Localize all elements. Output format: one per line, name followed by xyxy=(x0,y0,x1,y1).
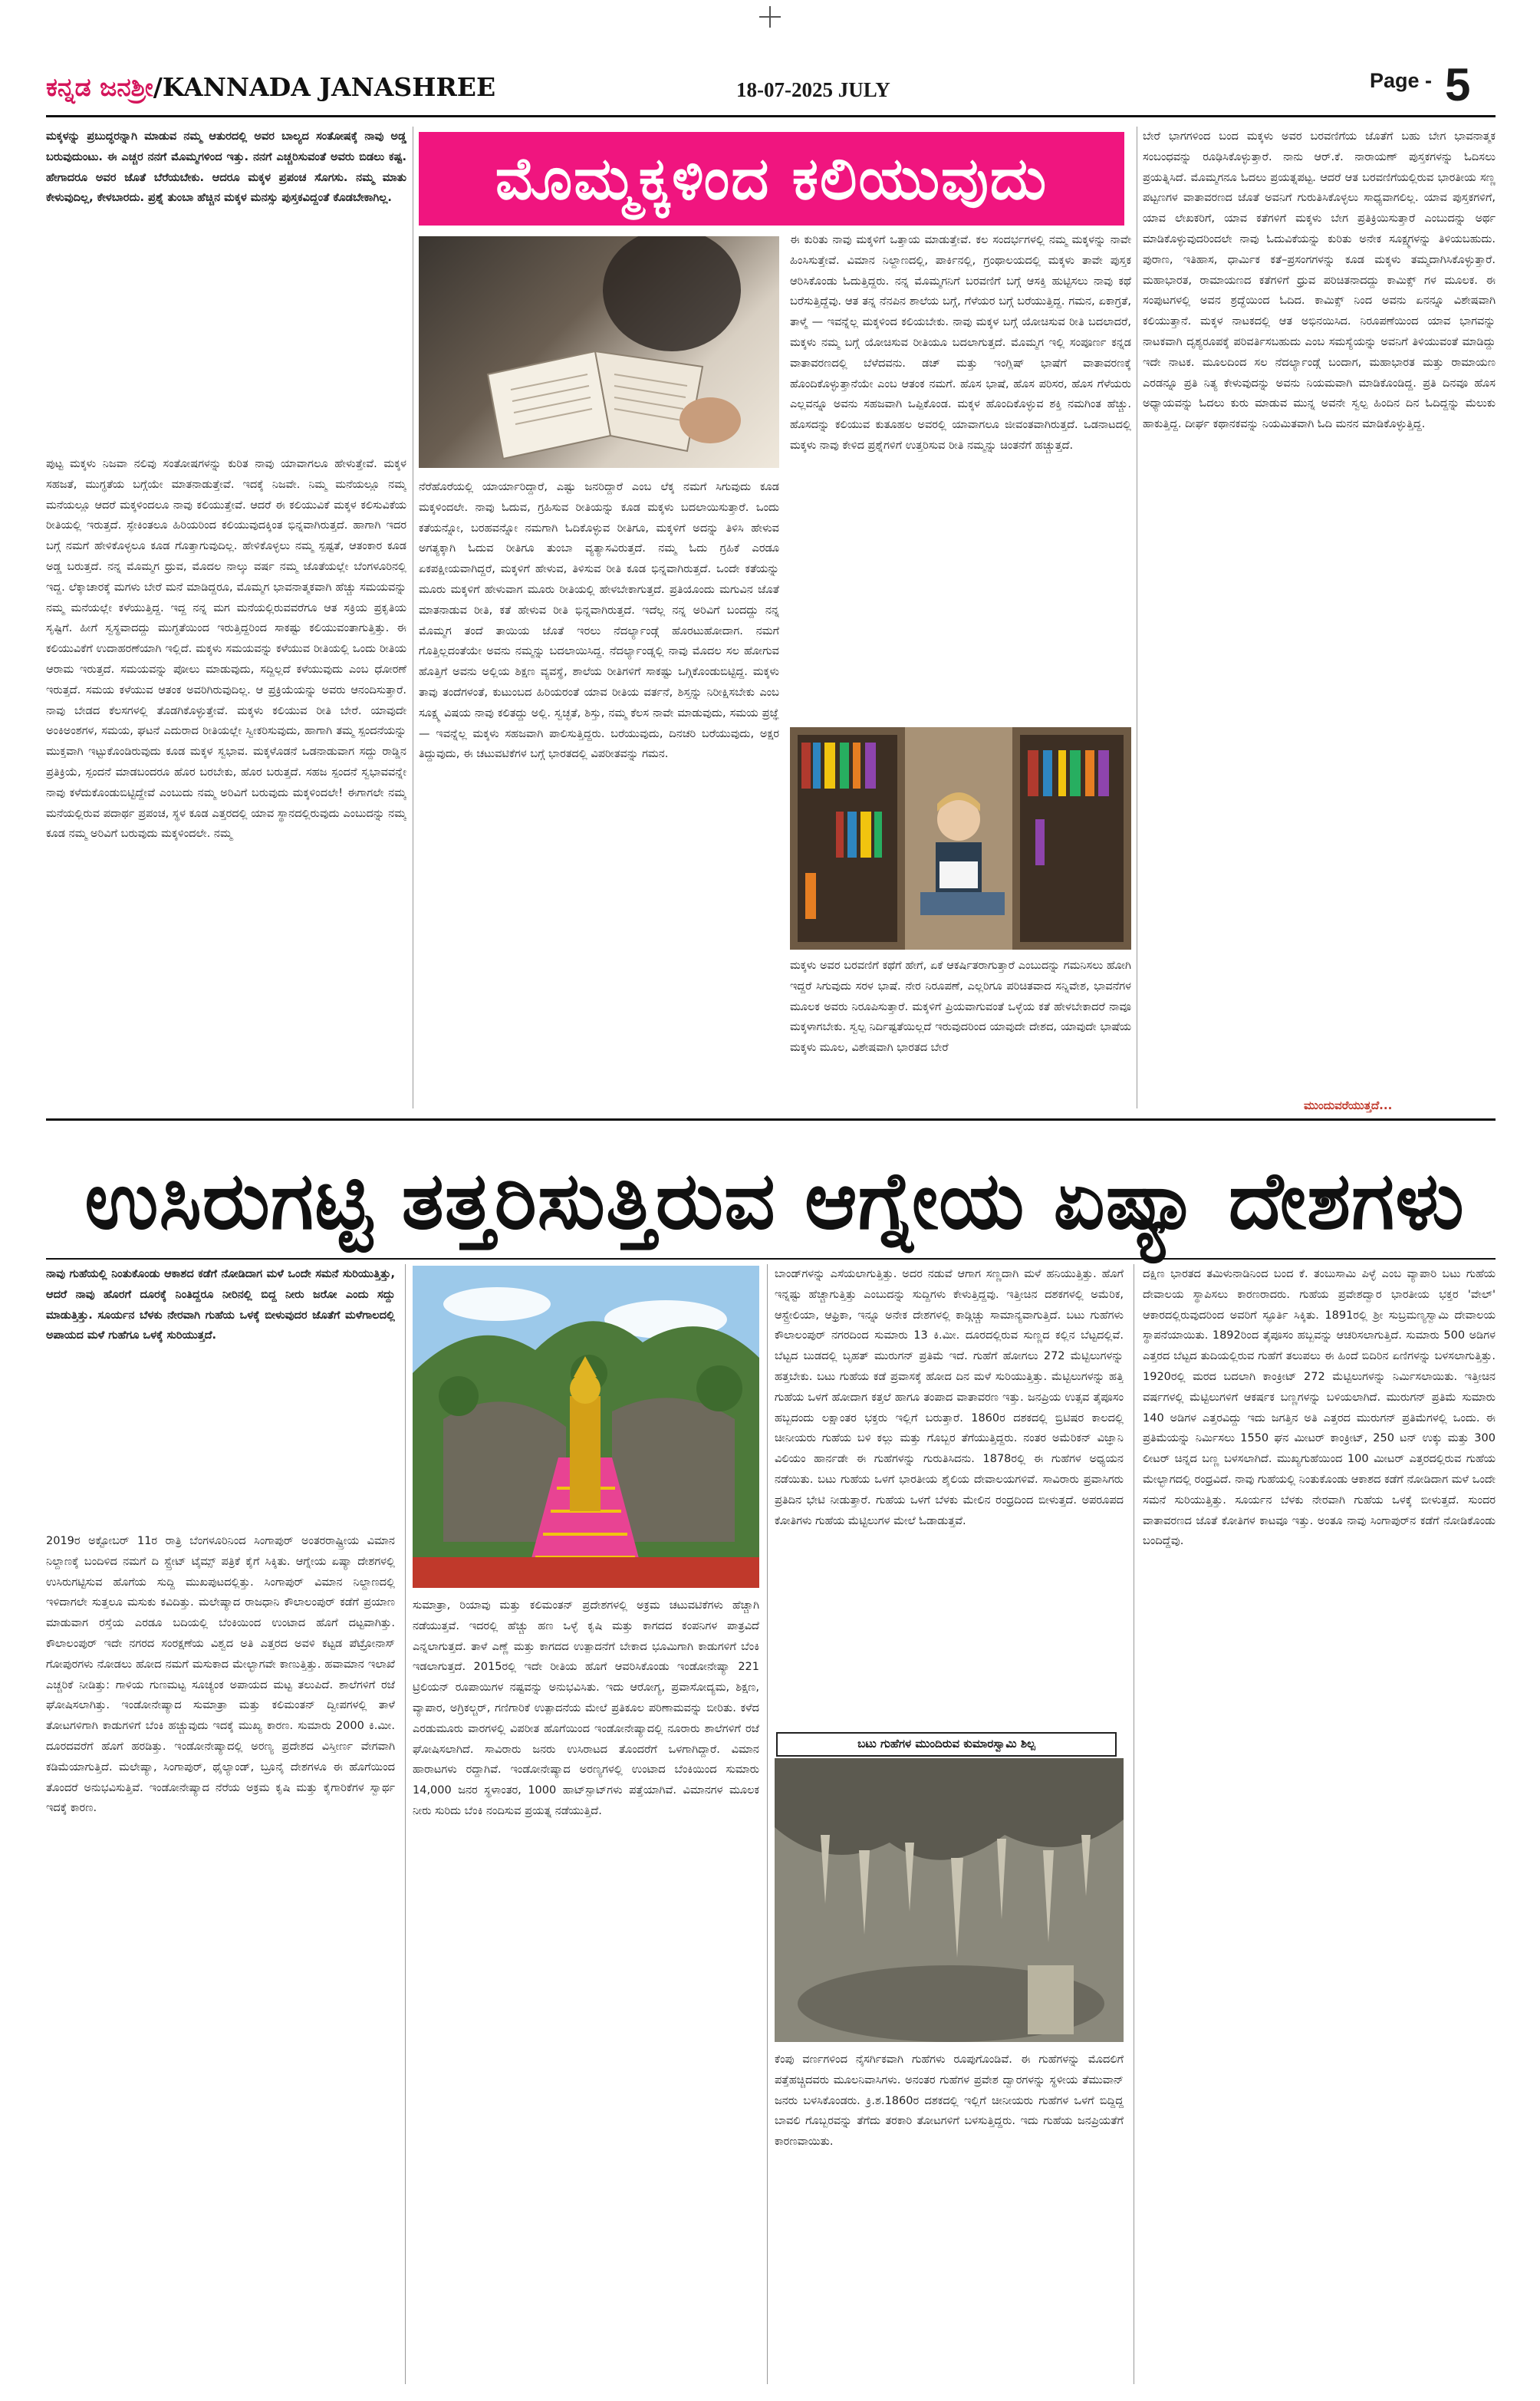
article1-col2: ನೆರೆಹೊರೆಯಲ್ಲಿ ಯಾರ್ಯಾರಿದ್ದಾರೆ, ಎಷ್ಟು ಜನರಿದ್ದಾರೆ ಎಂಬ ಲೆಕ್ಕ ನಮಗೆ ಸಿಗುವುದು ಕೂಡ ಮಕ್ಕಳಿಂದಲೇ. ನಾವು ಓದುವ, ಗ್ರಹಿಸುವ ರೀತಿಯನ್ನು ಕೂಡ ಮಕ್ಕಳು ಬದಲಾಯಿಸುತ್ತಾರೆ. ಒಂದು ಕತೆಯನ್ನೋ, ಬರಹವನ್ನೋ ನಮಗಾಗಿ ಓದಿಕೊಳ್ಳುವ ರೀತಿಗೂ, ಮಕ್ಕಳಿಗೆ ಅದನ್ನು ತಿಳಿಸಿ ಹೇಳುವ ಅಗತ್ಯಕ್ಕಾಗಿ ಓದುವ ರೀತಿಗೂ ತುಂಬಾ ವ್ಯತ್ಯಾಸವಿರುತ್ತದೆ. ನಮ್ಮ ಓದು ಗ್ರಹಿಕೆ ಎರಡೂ ಏಕಪಕ್ಷೀಯವಾಗಿದ್ದರೆ, ಮಕ್ಕಳಿಗೆ ಹೇಳುವ, ತಿಳಿಸುವ ರೀತಿ ಕೂಡ ಭಿನ್ನವಾಗಿರುತ್ತದೆ. ಒಂದೇ ಕತೆಯನ್ನು ಮೂರು ಮಕ್ಕಳಿಗೆ ಹೇಳುವಾಗ ಮೂರು ರೀತಿಯಲ್ಲಿ ಹೇಳಬೇಕಾಗುತ್ತದೆ. ಪ್ರತಿಯೊಂದು ಮಗುವಿನ ಜೊತೆ ಮಾತನಾಡುವ ರೀತಿ, ಕತೆ ಹೇಳುವ ರೀತಿ ಭಿನ್ನವಾಗಿರುತ್ತದೆ. ಇದೆಲ್ಲ ನನ್ನ ಅರಿವಿಗೆ ಬಂದದ್ದು ನನ್ನ ಮೊಮ್ಮಗ ತಂದೆ ತಾಯಿಯ ಜೊತೆ ಇರಲು ನೆದರ್ಲ್ಯಾಂಡ್ಗೆ ಹೊರಟುಹೋದಾಗ. ನಮಗೆ ಗೊತ್ತಿಲ್ಲದಂತೆಯೇ ಅವನು ನಮ್ಮನ್ನು ಬದಲಾಯಿಸಿದ್ದ. ನೆದರ್ಲ್ಯಾಂಡ್ನಲ್ಲಿ ನಾವು ಮೊದಲ ಸಲ ಹೋಗುವ ಹೊತ್ತಿಗೆ ಅವನು ಅಲ್ಲಿಯ ಶಿಕ್ಷಣ ವ್ಯವಸ್ಥೆ, ಶಾಲೆಯ ರೀತಿಗಳಿಗೆ ಸಾಕಷ್ಟು ಒಗ್ಗಿಕೊಂಡುಬಿಟ್ಟಿದ್ದ. ಮಕ್ಕಳು ತಾವು ತಂದೆಗಳಂತೆ, ಕುಟುಂಬದ ಹಿರಿಯರಂತೆ ಯಾವ ರೀತಿಯ ವರ್ತನೆ, ಶಿಸ್ತನ್ನು ನಿರೀಕ್ಷಿಸಬೇಕು ಎಂಬ ಸೂಕ್ಷ್ಮ ವಿಷಯ ನಾವು ಕಲಿತದ್ದು ಅಲ್ಲಿ. ಸ್ವಚ್ಛತೆ, ಶಿಸ್ತು, ನಮ್ಮ ಕೆಲಸ ನಾವೇ ಮಾಡುವುದು, ಸಮಯ ಪ್ರಜ್ಞೆ — ಇವನ್ನೆಲ್ಲ ಮಕ್ಕಳು ಸಹಜವಾಗಿ ಪಾಲಿಸುತ್ತಿದ್ದರು. ಬರೆಯುವುದು, ದಿನಚರಿ ಬರೆಯುವುದು, ಅಕ್ಷರ ತಿದ್ದುವುದು, ಈ ಚಟುವಟಿಕೆಗಳ ಬಗ್ಗೆ ಭಾರತದಲ್ಲಿ ವಿಪರೀತವನ್ನು ಗಮನ. xyxy=(419,481,779,761)
crop-mark xyxy=(759,6,781,28)
article1-col1: ಪುಟ್ಟ ಮಕ್ಕಳು ನಿಜವಾ ನಲಿವು ಸಂತೋಷಗಳನ್ನು ಕುರಿತ ನಾವು ಯಾವಾಗಲೂ ಹೇಳುತ್ತೇವೆ. ಮಕ್ಕಳ ಸಹಜತೆ, ಮುಗ್ಧತೆಯ ಬಗ್ಗೆಯೇ ಮಾತನಾಡುತ್ತೇವೆ. ಇದಕ್ಕೆ ನಿಜವೇ. ನಿಮ್ಮ ಮನೆಯಲ್ಲೂ ನಮ್ಮ ಮನೆಯಲ್ಲೂ ಆದರೆ ಮಕ್ಕಳಿಂದಲೂ ನಾವು ಕಲಿಯುತ್ತೇವೆ. ಆದರೆ ಈ ಕಲಿಯುವಿಕೆ ಮಕ್ಕಳ ಕಲಿಸುವಿಕೆಯ ರೀತಿಯಲ್ಲಿ ಇರುತ್ತದೆ. ಸ್ಫೇಕಿಂತಲೂ ಹಿರಿಯರಿಂದ ಕಲಿಯುವುದಕ್ಕಿಂತ ಭಿನ್ನವಾಗಿರುತ್ತದೆ. ಹಾಗಾಗಿ ಇದರ ಬಗ್ಗೆ ನಮಗೆ ಹೇಳಿಕೊಳ್ಳಲೂ ಕೂಡ ಗೊತ್ತಾಗುವುದಿಲ್ಲ. ಹೇಳಿಕೊಳ್ಳಲು ನಮ್ಮ ಸ್ಪಷ್ಟತೆ, ಆತಂಕಾರ ಕೂಡ ಅಡ್ಡ ಬರುತ್ತದೆ. ನನ್ನ ಮೊಮ್ಮಗ ಧ್ರುವ, ಮೊದಲ ನಾಲ್ಕು ವರ್ಷ ನಮ್ಮ ಜೊತೆಯಲ್ಲೇ ಬೆಂಗಳೂರಿನಲ್ಲಿ ಇದ್ದ. ಲೆಕ್ಕಾಚಾರಕ್ಕೆ ಮಗಳು ಬೇರೆ ಮನೆ ಮಾಡಿದ್ದರೂ, ಮೊಮ್ಮಗ ಭಾವನಾತ್ಮಕವಾಗಿ ಹೆಚ್ಚು ಸಮಯವನ್ನು ನಮ್ಮ ಮನೆಯಲ್ಲೇ ಕಳೆಯುತ್ತಿದ್ದ. ಇದ್ದ ನನ್ನ ಮಗ ಮನೆಯಲ್ಲಿರುವವರೆಗೂ ಆತ ಸಕ್ರಿಯ ಪ್ರಕೃತಿಯ ಸೃಷ್ಟಿಗೆ. ಹೀಗೆ ಸ್ವಸ್ಥವಾದದ್ದು ಮುಗ್ಧತೆಯಿಂದ ಇರುತ್ತಿದ್ದರಿಂದ ಸಾಕಷ್ಟು ಕಲಿಯುವಂತಾಗುತ್ತಿತ್ತು. ಈ ಕಲಿಯುವಿಕೆಗೆ ಉದಾಹರಣೆಯಾಗಿ ಇಲ್ಲಿದೆ. ಮಕ್ಕಳು ಸಮಯವನ್ನು ಕಳೆಯುವ ರೀತಿಯಲ್ಲಿ ಒಂದು ರೀತಿಯ ಆರಾಮ ಇರುತ್ತದೆ. ಸಮಯವನ್ನು ಪೋಲು ಮಾಡುವುದು, ಸದ್ದಿಲ್ಲದೆ ಕಳೆಯುವುದು ಎಂಬ ಧೋರಣೆ ಇರುತ್ತದೆ. ಸಮಯ ಕಳೆಯುವ ಆತಂಕ ಅವರಿಗಿರುವುದಿಲ್ಲ. ಆ ಪ್ರಕ್ರಿಯೆಯನ್ನು ಅವರು ಆನಂದಿಸುತ್ತಾರೆ. ನಾವು ಬೇಡದ ಕೆಲಸಗಳಲ್ಲಿ ತೊಡಗಿಕೊಳ್ಳುತ್ತೇವೆ. ಮಕ್ಕಳು ಕಲಿಯುವ ರೀತಿ ಬೇರೆ. ಯಾವುದೇ ಅಂಕಿಅಂಶಗಳ, ಸಮಯ, ಘಟನೆ ಎದುರಾದ ರೀತಿಯಲ್ಲೇ ಸ್ವೀಕರಿಸುವುದು, ಹಾಗಾಗಿ ತಮ್ಮ ಸ್ಪಂದನೆಯನ್ನು ಮುಕ್ತವಾಗಿ ಇಟ್ಟುಕೊಂಡಿರುವುದು ಕೂಡ ಮಕ್ಕಳ ಸ್ವಭಾವ. ಮಕ್ಕಳೊಡನೆ ಒಡನಾಡುವಾಗ ಸದ್ದು ರಾಡ್ಡಿನ ಪ್ರತಿಕ್ರಿಯೆ, ಸ್ಪಂದನೆ ಮಾಡಬಂದರೂ ಹೊರ ಬರಬೇಕು, ಹೊರ ಬರುತ್ತದೆ. ಸಹಜ ಸ್ಪಂದನೆ ಸ್ವಭಾವವನ್ನೇ ನಾವು ಕಳೆದುಕೊಂಡುಬಿಟ್ಟಿದ್ದೇವೆ ಎಂಬುದು ನಮ್ಮ ಅರಿವಿಗೆ ಬರುವುದು ಮಕ್ಕಳಿಂದಲೇ! ಈಗಾಗಲೇ ನಮ್ಮ ಮನೆಯಲ್ಲಿರುವ ಪದಾರ್ಥ ಪ್ರಪಂಚ, ಸ್ಥಳ ಕೂಡ ಎತ್ತರದಲ್ಲಿ ಯಾವ ಸ್ಥಾನದಲ್ಲಿರುವುದು ಎಂಬುದನ್ನು ನಮ್ಮ ಕೂಡ ನಮ್ಮ ಅರಿವಿಗೆ ಬರುವುದು ಮಕ್ಕಳಿಂದಲೇ. ನಮ್ಮ xyxy=(46,458,406,841)
masthead-rule xyxy=(46,115,1496,117)
page-number-box xyxy=(1370,59,1485,110)
page-label: Page - xyxy=(1370,69,1433,92)
batu-caves-illustration xyxy=(413,1266,759,1588)
article2-headline: ಉಸಿರುಗಟ್ಟಿ ತತ್ತರಿಸುತ್ತಿರುವ ಆಗ್ನೇಯ ಏಷ್ಯಾ ದೇಶಗಳು xyxy=(84,1153,1465,1247)
section-divider xyxy=(46,1118,1496,1121)
col-separator xyxy=(405,1264,406,2384)
photo-caption: ಬಟು ಗುಹೆಗಳ ಮುಂದಿರುವ ಕುಮಾರಸ್ವಾಮಿ ಶಿಲ್ಪ xyxy=(776,1732,1117,1757)
library-illustration xyxy=(790,727,1131,950)
masthead-brand xyxy=(46,72,495,103)
article2-col3b: ಕೆಂಪು ವರ್ಣಗಳಿಂದ ನೈಸರ್ಗಿಕವಾಗಿ ಗುಹೆಗಳು ರೂಪುಗೊಂಡಿವೆ. ಈ ಗುಹೆಗಳನ್ನು ಮೊದಲಿಗೆ ಪತ್ತೆಹಚ್ಚಿದವರು ಮೂಲನಿವಾಸಿಗಳು. ಅನಂತರ ಗುಹೆಗಳ ಪ್ರವೇಶ ದ್ವಾರಗಳನ್ನು ಸ್ಥಳೀಯ ತೆಮುವಾನ್ ಜನರು ಬಳಸಿಕೊಂಡರು. ಕ್ರಿ.ಶ.1860ರ ದಶಕದಲ್ಲಿ ಇಲ್ಲಿಗೆ ಚೀನೀಯರು ಗುಹೆಗಳ ಒಳಗೆ ಬಿದ್ದಿದ್ದ ಬಾವಲಿ ಗೊಬ್ಬರವನ್ನು ತೆಗೆದು ತರಕಾರಿ ತೋಟಗಳಿಗೆ ಬಳಸುತ್ತಿದ್ದರು. ಇದು ಗುಹೆಯ ಜನಪ್ರಿಯತೆಗೆ ಕಾರಣವಾಯಿತು. xyxy=(775,2054,1124,2149)
book-reading-photo xyxy=(419,236,779,468)
article2-col3: ಬಾಂಡ್‌ಗಳನ್ನು ಎಸೆಯಲಾಗುತ್ತಿತ್ತು. ಅದರ ನಡುವೆ ಆಗಾಗ ಸಣ್ಣದಾಗಿ ಮಳೆ ಹನಿಯುತ್ತಿತ್ತು. ಹೊಗೆ ಇನ್ನಷ್ಟು ಹೆಚ್ಚಾಗುತ್ತಿತ್ತು ಎಂಬುದನ್ನು ಸುದ್ದಿಗಳು ಕೇಳುತ್ತಿದ್ದವು. ಇತ್ತೀಚಿನ ದಶಕಗಳಲ್ಲಿ ಅಮೆರಿಕ, ಆಸ್ಟ್ರೇಲಿಯಾ, ಆಫ್ರಿಕಾ, ಇನ್ನೂ ಅನೇಕ ದೇಶಗಳಲ್ಲಿ ಕಾಡ್ಗಿಚ್ಚು ಸಾಮಾನ್ಯವಾಗುತ್ತಿದೆ. ಬಟು ಗುಹೆಗಳು ಕೌಲಾಲಂಪುರ್ ನಗರದಿಂದ ಸುಮಾರು 13 ಕಿ.ಮೀ. ದೂರದಲ್ಲಿರುವ ಸುಣ್ಣದ ಕಲ್ಲಿನ ಬೆಟ್ಟದಲ್ಲಿವೆ. ಬೆಟ್ಟದ ಬುಡದಲ್ಲಿ ಬೃಹತ್ ಮುರುಗನ್ ಪ್ರತಿಮೆ ಇದೆ. ಗುಹೆಗೆ ಹೋಗಲು 272 ಮೆಟ್ಟಿಲುಗಳನ್ನು ಹತ್ತಬೇಕು. ಬಟು ಗುಹೆಯ ಕಡೆ ಪ್ರವಾಸಕ್ಕೆ ಹೋದ ದಿನ ಮಳೆ ಸುರಿಯುತ್ತಿತ್ತು. ಮೆಟ್ಟಿಲುಗಳನ್ನು ಹತ್ತಿ ಗುಹೆಯ ಒಳಗೆ ಹೋದಾಗ ಕತ್ತಲೆ ಹಾಗೂ ತಂಪಾದ ವಾತಾವರಣ ಇತ್ತು. ಜನಪ್ರಿಯ ಉತ್ಸವ ತೈಪೂಸಂ ಹಬ್ಬದಂದು ಲಕ್ಷಾಂತರ ಭಕ್ತರು ಇಲ್ಲಿಗೆ ಬರುತ್ತಾರೆ. 1860ರ ದಶಕದಲ್ಲಿ ಬ್ರಿಟಿಷರ ಕಾಲದಲ್ಲಿ ಚೀನೀಯರು ಗುಹೆಯ ಬಳಿ ಕಲ್ಲು ಮತ್ತು ಗೊಬ್ಬರ ತೆಗೆಯುತ್ತಿದ್ದರು. ನಂತರ ಅಮೆರಿಕನ್ ವಿಜ್ಞಾನಿ ವಿಲಿಯಂ ಹಾರ್ನಡೇ ಈ ಗುಹೆಗಳನ್ನು ಗುರುತಿಸಿದನು. 1878ರಲ್ಲಿ ಈ ಗುಹೆಗಳ ಅಧ್ಯಯನ ನಡೆಯಿತು. ಬಟು ಗುಹೆಯ ಒಳಗೆ ಭಾರತೀಯ ಶೈಲಿಯ ದೇವಾಲಯಗಳಿವೆ. ಸಾವಿರಾರು ಪ್ರವಾಸಿಗರು ಪ್ರತಿದಿನ ಭೇಟಿ ನೀಡುತ್ತಾರೆ. ಗುಹೆಯ ಒಳಗೆ ಬೆಳಕು ಮೇಲಿನ ರಂಧ್ರದಿಂದ ಬೀಳುತ್ತದೆ. ಅಪರೂಪದ ಕೋತಿಗಳು ಗುಹೆಯ ಮೆಟ್ಟಿಲುಗಳ ಮೇಲೆ ಓಡಾಡುತ್ತವೆ. xyxy=(775,1268,1124,1527)
article1-col3: ಈ ಕುರಿತು ನಾವು ಮಕ್ಕಳಿಗೆ ಒತ್ತಾಯ ಮಾಡುತ್ತೇವೆ. ಕಲ ಸಂದರ್ಭಗಳಲ್ಲಿ ನಮ್ಮ ಮಕ್ಕಳನ್ನು ನಾವೇ ಹಿಂಸಿಸುತ್ತೇವೆ. ವಿಮಾನ ನಿಲ್ದಾಣದಲ್ಲಿ, ಪಾರ್ಕಿನಲ್ಲಿ, ಗ್ರಂಥಾಲಯದಲ್ಲಿ ಮಕ್ಕಳು ತಾವೇ ಪುಸ್ತಕ ಆರಿಸಿಕೊಂಡು ಓದುತ್ತಿದ್ದರು. ನನ್ನ ಮೊಮ್ಮಗನಿಗೆ ಬರವಣಿಗೆ ಬಗ್ಗೆ ಆಸಕ್ತಿ ಹುಟ್ಟಿಸಲು ನಾವು ಕಥೆ ಬರೆಸುತ್ತಿದ್ದೆವು. ಆತ ತನ್ನ ನೆನಪಿನ ಶಾಲೆಯ ಬಗ್ಗೆ, ಗೆಳೆಯರ ಬಗ್ಗೆ ಬರೆಯುತ್ತಿದ್ದ. ಗಮನ, ಏಕಾಗ್ರತೆ, ತಾಳ್ಮೆ — ಇವನ್ನೆಲ್ಲ ಮಕ್ಕಳಿಂದ ಕಲಿಯಬೇಕು. ನಾವು ಮಕ್ಕಳ ಬಗ್ಗೆ ಯೋಚಿಸುವ ರೀತಿ ಬದಲಾದರೆ, ಮಕ್ಕಳು ನಮ್ಮ ಬಗ್ಗೆ ಯೋಚಿಸುವ ರೀತಿಯೂ ಬದಲಾಗುತ್ತದೆ. ಮೊಮ್ಮಗ ಇಲ್ಲಿ ಸಂಪೂರ್ಣ ಕನ್ನಡ ವಾತಾವರಣದಲ್ಲಿ ಬೆಳೆದವನು. ಡಚ್ ಮತ್ತು ಇಂಗ್ಲಿಷ್ ಭಾಷೆಗೆ ವಾತಾವರಣಕ್ಕೆ ಹೊಂದಿಕೊಳ್ಳುತ್ತಾನೆಯೇ ಎಂಬ ಆತಂಕ ನಮಗೆ. ಹೊಸ ಭಾಷೆ, ಹೊಸ ಪರಿಸರ, ಹೊಸ ಗೆಳೆಯರು ಎಲ್ಲವನ್ನೂ ಅವನು ಸಹಜವಾಗಿ ಒಪ್ಪಿಕೊಂಡ. ಮಕ್ಕಳ ಹೊಂದಿಕೊಳ್ಳುವ ಶಕ್ತಿ ನಮಗಿಂತ ಹೆಚ್ಚು. ಹೊಸದನ್ನು ಕಲಿಯುವ ಕುತೂಹಲ ಅವರಲ್ಲಿ ಯಾವಾಗಲೂ ಜೀವಂತವಾಗಿರುತ್ತದೆ. ಒಡನಾಟದಲ್ಲಿ ಮಕ್ಕಳು ನಾವು ಕೇಳಿದ ಪ್ರಶ್ನೆಗಳಿಗೆ ಉತ್ತರಿಸುವ ರೀತಿ ನಮ್ಮನ್ನು ಚಿಂತನೆಗೆ ಹಚ್ಚುತ್ತದೆ. xyxy=(790,234,1131,452)
reading-illustration xyxy=(419,236,779,468)
article1-col3b: ಮಕ್ಕಳು ಅವರ ಬರವಣಿಗೆ ಕಥೆಗೆ ಹೇಗೆ, ಏಕೆ ಆಕರ್ಷಿತರಾಗುತ್ತಾರೆ ಎಂಬುದನ್ನು ಗಮನಿಸಲು ಹೋಗಿ ಇದ್ದರೆ ಸಿಗುವುದು ಸರಳ ಭಾಷೆ. ನೇರ ನಿರೂಪಣೆ, ಎಲ್ಲರಿಗೂ ಪರಿಚಿತವಾದ ಸನ್ನಿವೇಶ, ಭಾವನೆಗಳ ಮೂಲಕ ಅವರು ನಿರೂಪಿಸುತ್ತಾರೆ. ಮಕ್ಕಳಿಗೆ ಪ್ರಿಯವಾಗುವಂತೆ ಒಳ್ಳೆಯ ಕತೆ ಹೇಳಬೇಕಾದರೆ ನಾವೂ ಮಕ್ಕಳಾಗಬೇಕು. ಸ್ವಲ್ಪ ನಿರ್ದಿಷ್ಟತೆಯಿಲ್ಲದೆ ಇರುವುದರಿಂದ ಯಾವುದೇ ದೇಶದ, ಯಾವುದೇ ಭಾಷೆಯ ಮಕ್ಕಳು ಮೂಲ, ವಿಶೇಷವಾಗಿ ಭಾರತದ ಬೇರೆ xyxy=(790,960,1131,1055)
issue-date: 18-07-2025 JULY xyxy=(736,78,890,101)
article1-lead: ಮಕ್ಕಳನ್ನು ಪ್ರಬುದ್ಧರನ್ನಾಗಿ ಮಾಡುವ ನಮ್ಮ ಆತುರದಲ್ಲಿ ಅವರ ಬಾಲ್ಯದ ಸಂತೋಷಕ್ಕೆ ನಾವು ಅಡ್ಡ ಬರುವುದುಂಟು. ಈ ಎಚ್ಚರ ನನಗೆ ಮೊಮ್ಮಗಳಿಂದ ಇತ್ತು. ನನಗೆ ಎಚ್ಚರಿಸುವಂತೆ ಅವರು ಬಿಡಲು ಕಷ್ಟ. ಹೇಗಾದರೂ ಅವರ ಜೊತೆ ಬೆರೆಯಬೇಕು. ಆದರೂ ಮಕ್ಕಳ ಪ್ರಪಂಚ ಸೊಗಸು. ನಮ್ಮ ಮಾತು ಕೇಳುವುದಿಲ್ಲ, ಕೇಳಬಾರದು. ಪ್ರಶ್ನೆ ತುಂಬಾ ಹೆಚ್ಚಿನ ಮಕ್ಕಳ ಮನಸ್ಸು ಪುಸ್ತಕವಿದ್ದಂತೆ ಕೊಡಬೇಕಾಗಿಲ್ಲ. xyxy=(46,130,406,205)
article1-headline: ಮೊಮ್ಮಕ್ಕಳಿಂದ ಕಲಿಯುವುದು xyxy=(419,132,1124,226)
page-number: 5 xyxy=(1445,59,1471,110)
brand-english: /KANNADA JANASHREE xyxy=(153,72,496,102)
article2-col4: ದಕ್ಷಿಣ ಭಾರತದ ತಮಿಳುನಾಡಿನಿಂದ ಬಂದ ಕೆ. ತಂಬುಸಾಮಿ ಪಿಳ್ಳೆ ಎಂಬ ವ್ಯಾಪಾರಿ ಬಟು ಗುಹೆಯ ದೇವಾಲಯ ಸ್ಥಾಪಿಸಲು ಕಾರಣರಾದರು. ಗುಹೆಯ ಪ್ರವೇಶದ್ವಾರ ಭಾರತೀಯ ಭಕ್ತರ 'ವೇಲ್' ಆಕಾರದಲ್ಲಿರುವುದರಿಂದ ಅವರಿಗೆ ಸ್ಫೂರ್ತಿ ಸಿಕ್ಕಿತು. 1891ರಲ್ಲಿ ಶ್ರೀ ಸುಬ್ರಮಣ್ಯಸ್ವಾಮಿ ದೇವಾಲಯ ಸ್ಥಾಪನೆಯಾಯಿತು. 1892ರಿಂದ ತೈಪೂಸಂ ಹಬ್ಬವನ್ನು ಆಚರಿಸಲಾಗುತ್ತಿದೆ. ಸುಮಾರು 500 ಅಡಿಗಳ ಎತ್ತರದ ಬೆಟ್ಟದ ತುದಿಯಲ್ಲಿರುವ ಗುಹೆಗೆ ತಲುಪಲು ಈ ಹಿಂದೆ ಬಿದಿರಿನ ಏಣಿಗಳನ್ನು ಬಳಸಲಾಗುತ್ತಿತ್ತು. 1920ರಲ್ಲಿ ಮರದ ಬದಲಾಗಿ ಕಾಂಕ್ರೀಟ್ 272 ಮೆಟ್ಟಿಲುಗಳನ್ನು ನಿರ್ಮಿಸಲಾಯಿತು. ಇತ್ತೀಚಿನ ವರ್ಷಗಳಲ್ಲಿ ಮೆಟ್ಟಿಲುಗಳಿಗೆ ಆಕರ್ಷಕ ಬಣ್ಣಗಳನ್ನು ಬಳಿಯಲಾಗಿದೆ. ಮುರುಗನ್ ಪ್ರತಿಮೆ ಸುಮಾರು 140 ಅಡಿಗಳ ಎತ್ತರವಿದ್ದು ಇದು ಜಗತ್ತಿನ ಅತಿ ಎತ್ತರದ ಮುರುಗನ್ ಪ್ರತಿಮೆಗಳಲ್ಲಿ ಒಂದು. ಈ ಪ್ರತಿಮೆಯನ್ನು ನಿರ್ಮಿಸಲು 1550 ಘನ ಮೀಟರ್ ಕಾಂಕ್ರೀಟ್, 250 ಟನ್ ಉಕ್ಕು ಮತ್ತು 300 ಲೀಟರ್ ಚಿನ್ನದ ಬಣ್ಣ ಬಳಸಲಾಗಿದೆ. ಮುಖ್ಯಗುಹೆಯಿಂದ 100 ಮೀಟರ್ ಎತ್ತರದಲ್ಲಿರುವ ಗುಹೆಯ ಮೇಲ್ಭಾಗದಲ್ಲಿ ರಂಧ್ರವಿದೆ. ನಾವು ಗುಹೆಯಲ್ಲಿ ನಿಂತುಕೊಂಡು ಆಕಾಶದ ಕಡೆಗೆ ನೋಡಿದಾಗ ಮಳೆ ಒಂದೇ ಸಮನೆ ಸುರಿಯುತ್ತಿತ್ತು. ಸೂರ್ಯನ ಬೆಳಕು ನೇರವಾಗಿ ಗುಹೆಯ ಒಳಕ್ಕೆ ಬೀಳುತ್ತದೆ. ಸುಂದರ ವಾತಾವರಣದ ಜೊತೆ ಕೋತಿಗಳ ಕಾಟವೂ ಇತ್ತು. ಅಂತೂ ನಾವು ಸಿಂಗಾಪುರ್‌ನ ಕಡೆಗೆ ನೋಡಿಕೊಂಡು ಬಂದಿದ್ದೆವು. xyxy=(1143,1268,1496,1548)
batu-caves-statue-photo xyxy=(413,1266,759,1588)
cave-interior-photo xyxy=(775,1758,1124,2042)
brand-kannada: ಕನ್ನಡ ಜನಶ್ರೀ xyxy=(46,72,153,102)
child-in-library-photo xyxy=(790,727,1131,950)
article1-col4: ಬೇರೆ ಭಾಗಗಳಿಂದ ಬಂದ ಮಕ್ಕಳು ಅವರ ಬರವಣಿಗೆಯ ಜೊತೆಗೆ ಬಹು ಬೇಗ ಭಾವನಾತ್ಮಕ ಸಂಬಂಧವನ್ನು ರೂಢಿಸಿಕೊಳ್ಳುತ್ತಾರೆ. ನಾನು ಆರ್.ಕೆ. ನಾರಾಯಣ್ ಪುಸ್ತಕಗಳನ್ನು ಓದಿಸಲು ಪ್ರಯತ್ನಿಸಿದೆ. ಮೊಮ್ಮಗನೂ ಓದಲು ಪ್ರಯತ್ನಪಟ್ಟ. ಆದರೆ ಆತ ಬರವಣಿಗೆಯಲ್ಲಿರುವ ಭಾರತೀಯ ಸಣ್ಣ ಪಟ್ಟಣಗಳ ವಾತಾವರಣದ ಜೊತೆ ಅವನಿಗೆ ಗುರುತಿಸಿಕೊಳ್ಳಲು ಸಾಧ್ಯವಾಗಲಿಲ್ಲ. ಯಾವ ಪುಸ್ತಕಗಳಿಗೆ, ಯಾವ ಲೇಖಕರಿಗೆ, ಯಾವ ಕತೆಗಳಿಗೆ ಮಕ್ಕಳು ಬೇಗ ಪ್ರತಿಕ್ರಿಯಿಸುತ್ತಾರೆ ಎಂಬುದನ್ನು ಅರ್ಥ ಮಾಡಿಕೊಳ್ಳುವುದರಿಂದಲೇ ನಾವು ಓದುವಿಕೆಯನ್ನು ಕುರಿತು ಅನೇಕ ಸೂಕ್ಷ್ಮಗಳನ್ನು ತಿಳಿಯಬಹುದು. ಪುರಾಣ, ಇತಿಹಾಸ, ಧಾರ್ಮಿಕ ಕತೆ–ಪ್ರಸಂಗಗಳನ್ನು ಕೂಡ ಮಕ್ಕಳು ತಮ್ಮದಾಗಿಸಿಕೊಳ್ಳುತ್ತಾರೆ. ಮಹಾಭಾರತ, ರಾಮಾಯಣದ ಕತೆಗಳಿಗೆ ಧ್ರುವ ಪರಿಚಿತನಾದದ್ದು ಕಾಮಿಕ್ಸ್ ಗಳ ಮೂಲಕ. ಈ ಸಂಪುಟಗಳಲ್ಲಿ ಅವನ ಶ್ರದ್ಧೆಯಿಂದ ಓದಿದ. ಕಾಮಿಕ್ಸ್ ನಿಂದ ಅವನು ಏನನ್ನೂ ವಿಶೇಷವಾಗಿ ಕಲಿಯುತ್ತಾನೆ. ಮಕ್ಕಳ ನಾಟಕದಲ್ಲಿ ಆತ ಅಭಿನಯಿಸಿದ. ನಿರೂಪಣೆಯಿಂದ ಯಾವ ಭಾಗವನ್ನು ನಾಟಕವಾಗಿ ದೃಶ್ಯರೂಪಕ್ಕೆ ಪರಿವರ್ತಿಸಬಹುದು ಎಂಬ ಸಮಸ್ಯೆಯನ್ನು ಅವನಿಗೆ ತಿಳಿಯುವಂತೆ ಮಾಡಿದ್ದು ಇದೇ ನಾಟಕ. ಮೂಲದಿಂದ ಸಲ ನೆದರ್ಲ್ಯಾಂಡ್ಗೆ ಬಂದಾಗ, ಮಹಾಭಾರತ ಮತ್ತು ರಾಮಾಯಣ ಎರಡನ್ನೂ ಪ್ರತಿ ನಿತ್ಯ ಕೇಳುವುದನ್ನು ಅವನು ನಿಯಮವಾಗಿ ಮಾಡಿಕೊಂಡಿದ್ದ. ಪ್ರತಿ ದಿನವೂ ಹೊಸ ಅಧ್ಯಾಯವನ್ನು ಓದಲು ಕುರು ಮಾಡುವ ಮುನ್ನ ಅವನೇ ಸ್ವಲ್ಪ ಹಿಂದಿನ ದಿನ ಓದಿದ್ದನ್ನು ಮೆಲುಕು ಹಾಕುತ್ತಿದ್ದ. ದೀರ್ಘ ಕಥಾನಕವನ್ನು ನಿಯಮಿತವಾಗಿ ಓದಿ ಮನನ ಮಾಡಿಕೊಳ್ಳುತ್ತಿದ್ದ. xyxy=(1143,130,1496,431)
article2-col2: ಸುಮಾತ್ರಾ, ರಿಯಾವು ಮತ್ತು ಕಲಿಮಂತನ್ ಪ್ರದೇಶಗಳಲ್ಲಿ ಅಕ್ರಮ ಚಟುವಟಿಕೆಗಳು ಹೆಚ್ಚಾಗಿ ನಡೆಯುತ್ತವೆ. ಇದರಲ್ಲಿ ಹೆಚ್ಚು ಹಣ ಒಳ್ಳೆ ಕೃಷಿ ಮತ್ತು ಕಾಗದದ ಕಂಪನಿಗಳ ಪಾತ್ರವಿದೆ ಎನ್ನಲಾಗುತ್ತದೆ. ತಾಳೆ ಎಣ್ಣೆ ಮತ್ತು ಕಾಗದದ ಉತ್ಪಾದನೆಗೆ ಬೇಕಾದ ಭೂಮಿಗಾಗಿ ಕಾಡುಗಳಿಗೆ ಬೆಂಕಿ ಇಡಲಾಗುತ್ತದೆ. 2015ರಲ್ಲಿ ಇದೇ ರೀತಿಯ ಹೊಗೆ ಆವರಿಸಿಕೊಂಡು ಇಂಡೋನೇಷ್ಯಾ 221 ಟ್ರಿಲಿಯನ್ ರೂಪಾಯಿಗಳ ನಷ್ಟವನ್ನು ಅನುಭವಿಸಿತು. ಇದು ಆರೋಗ್ಯ, ಪ್ರವಾಸೋದ್ಯಮ, ಶಿಕ್ಷಣ, ವ್ಯಾಪಾರ, ಅಗ್ರಿಕಲ್ಚರ್, ಗಣಿಗಾರಿಕೆ ಉತ್ಪಾದನೆಯ ಮೇಲೆ ಪ್ರತಿಕೂಲ ಪರಿಣಾಮವನ್ನು ಬೀರಿತು. ಕಳೆದ ಎರಡುಮೂರು ವಾರಗಳಲ್ಲಿ ವಿಪರೀತ ಹೊಗೆಯಿಂದ ಇಂಡೋನೇಷ್ಯಾದಲ್ಲಿ ನೂರಾರು ಶಾಲೆಗಳಿಗೆ ರಜೆ ಘೋಷಿಸಲಾಗಿದೆ. ಸಾವಿರಾರು ಜನರು ಉಸಿರಾಟದ ತೊಂದರೆಗೆ ಒಳಗಾಗಿದ್ದಾರೆ. ವಿಮಾನ ಹಾರಾಟಗಳು ರದ್ದಾಗಿವೆ. ಇಂಡೋನೇಷ್ಯಾದ ಅರಣ್ಯಗಳಲ್ಲಿ ಉಂಟಾದ ಬೆಂಕಿಯಿಂದ ಸುಮಾರು 14,000 ಜನರ ಸ್ಥಳಾಂತರ, 1000 ಹಾಟ್‌ಸ್ಪಾಟ್‌ಗಳು ಪತ್ತೆಯಾಗಿವೆ. ವಿಮಾನಗಳ ಮೂಲಕ ನೀರು ಸುರಿದು ಬೆಂಕಿ ನಂದಿಸುವ ಪ್ರಯತ್ನ ನಡೆಯುತ್ತಿದೆ. xyxy=(413,1599,759,1817)
article2-lead: ನಾವು ಗುಹೆಯಲ್ಲಿ ನಿಂತುಕೊಂಡು ಆಕಾಶದ ಕಡೆಗೆ ನೋಡಿದಾಗ ಮಳೆ ಒಂದೇ ಸಮನೆ ಸುರಿಯುತ್ತಿತ್ತು, ಆದರೆ ನಾವು ಹೊರಗೆ ದೂರಕ್ಕೆ ನಿಂತಿದ್ದರೂ ನೀರಿನಲ್ಲಿ ಬಿದ್ದ ನೀರು ಜರೋ ಎಂದು ಸದ್ದು ಮಾಡುತ್ತಿತ್ತು. ಸೂರ್ಯನ ಬೆಳಕು ನೇರವಾಗಿ ಗುಹೆಯ ಒಳಕ್ಕೆ ಬೀಳುವುದರ ಜೊತೆಗೆ ಮಳೆಗಾಲದಲ್ಲಿ ಅಪಾಯದ ಮಳೆ ಗುಹೆಗೂ ಒಳಕ್ಕೆ ಸುರಿಯುತ್ತದೆ. xyxy=(46,1268,395,1342)
col-separator xyxy=(767,1264,768,2384)
continued-label: ಮುಂದುವರೆಯುತ್ತದೆ... xyxy=(1304,1098,1393,1112)
cave-interior-illustration xyxy=(775,1758,1124,2042)
headline-rule xyxy=(46,1258,1496,1260)
article2-col1: 2019ರ ಅಕ್ಟೋಬರ್ 11ರ ರಾತ್ರಿ ಬೆಂಗಳೂರಿನಿಂದ ಸಿಂಗಾಪುರ್ ಅಂತರರಾಷ್ಟ್ರೀಯ ವಿಮಾನ ನಿಲ್ದಾಣಕ್ಕೆ ಬಂದಿಳಿದ ನಮಗೆ ದಿ ಸ್ಟ್ರೇಟ್ ಟೈಮ್ಸ್ ಪತ್ರಿಕೆ ಕೈಗೆ ಸಿಕ್ಕಿತು. ಆಗ್ನೇಯ ಏಷ್ಯಾ ದೇಶಗಳಲ್ಲಿ ಉಸಿರುಗಟ್ಟಿಸುವ ಹೊಗೆಯ ಸುದ್ದಿ ಮುಖಪುಟದಲ್ಲಿತ್ತು. ಸಿಂಗಾಪುರ್ ವಿಮಾನ ನಿಲ್ದಾಣದಲ್ಲಿ ಇಳಿದಾಗಲೇ ಸುತ್ತಲೂ ಮಸುಕು ಕವಿದಿತ್ತು. ಮಲೇಷ್ಯಾದ ರಾಜಧಾನಿ ಕೌಲಾಲಂಪುರ್ ಕಡೆಗೆ ಪ್ರಯಾಣ ಮಾಡುವಾಗ ರಸ್ತೆಯ ಎರಡೂ ಬದಿಯಲ್ಲಿ ಬೆಂಕಿಯಿಂದ ಉಂಟಾದ ಹೊಗೆ ದಟ್ಟವಾಗಿತ್ತು. ಕೌಲಾಲಂಪುರ್ ಇದೇ ನಗರದ ಸಂರಕ್ಷಣೆಯ ವಿಶ್ವದ ಅತಿ ಎತ್ತರದ ಅವಳಿ ಕಟ್ಟಡ ಪೆಟ್ರೋನಾಸ್ ಗೋಪುರಗಳು ನೋಡಲು ಹೋದ ನಮಗೆ ಮಸುಕಾದ ಮೇಲ್ಭಾಗವೇ ಕಾಣುತ್ತಿತ್ತು. ಹವಾಮಾನ ಇಲಾಖೆ ಎಚ್ಚರಿಕೆ ನೀಡಿತ್ತು: ಗಾಳಿಯ ಗುಣಮಟ್ಟ ಸೂಚ್ಯಂಕ ಅಪಾಯದ ಮಟ್ಟ ತಲುಪಿದೆ. ಶಾಲೆಗಳಿಗೆ ರಜೆ ಘೋಷಿಸಲಾಗಿತ್ತು. ಇಂಡೋನೇಷ್ಯಾದ ಸುಮಾತ್ರಾ ಮತ್ತು ಕಲಿಮಂತನ್ ದ್ವೀಪಗಳಲ್ಲಿ ತಾಳೆ ತೋಟಗಳಿಗಾಗಿ ಕಾಡುಗಳಿಗೆ ಬೆಂಕಿ ಹಚ್ಚುವುದು ಇದಕ್ಕೆ ಮುಖ್ಯ ಕಾರಣ. ಸುಮಾರು 2000 ಕಿ.ಮೀ. ದೂರದವರೆಗೆ ಹೊಗೆ ಹರಡಿತ್ತು. ಇಂಡೋನೇಷ್ಯಾದಲ್ಲಿ ಅರಣ್ಯ ಪ್ರದೇಶದ ವಿಸ್ತೀರ್ಣ ವೇಗವಾಗಿ ಕಡಿಮೆಯಾಗುತ್ತಿದೆ. ಮಲೇಷ್ಯಾ, ಸಿಂಗಾಪುರ್, ಥೈಲ್ಯಾಂಡ್, ಬ್ರೂನೈ ದೇಶಗಳೂ ಈ ಹೊಗೆಯಿಂದ ತೊಂದರೆ ಅನುಭವಿಸುತ್ತಿವೆ. ಇಂಡೋನೇಷ್ಯಾದ ನೆರೆಯ ಅಕ್ರಮ ಕೃಷಿ ಮತ್ತು ಕೈಗಾರಿಕೆಗಳ ಸ್ವಾರ್ಥ ಇದಕ್ಕೆ ಕಾರಣ. xyxy=(46,1535,395,1815)
